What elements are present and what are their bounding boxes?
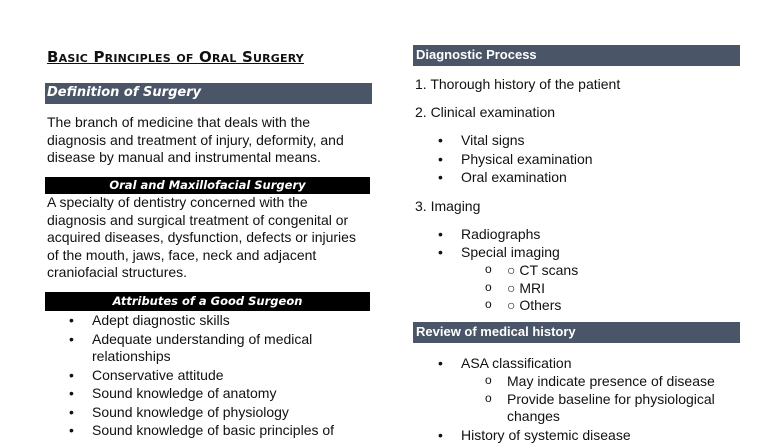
definition-text [47,114,344,167]
definition-line: disease by manual and instrumental means. [47,149,321,165]
definition-heading [45,83,372,104]
definition-line: The branch of medicine that deals with the [47,114,311,130]
asa-sub-item-continuation: changes [507,408,560,424]
attribute-item: Adept diagnostic skills [92,312,230,328]
attribute-item-continuation: relationships [92,348,171,364]
systemic-disease-item: History of systemic disease [461,427,631,443]
imaging-sub-item: ○ MRI [507,280,546,296]
diagnostic-heading-text: Diagnostic Process [416,47,537,62]
attribute-item: Sound knowledge of physiology [92,404,289,420]
attributes-heading-text: Attributes of a Good Surgeon [112,294,303,308]
asa-item: ASA classification [461,355,572,371]
imaging-sub-item: ○ Others [507,297,562,313]
attribute-item: Sound knowledge of basic principles of [92,422,335,438]
attribute-item: Conservative attitude [92,367,224,383]
definition-heading-text: Definition of Surgery [47,85,202,100]
diagnostic-step-1: 1. Thorough history of the patient [415,76,621,92]
page-title: Basic Principles of Oral Surgery [47,48,304,66]
omfs-line: of the mouth, jaws, face, neck and adjacent [47,246,317,263]
omfs-heading-text: Oral and Maxillofacial Surgery [109,178,306,192]
step3-item: Special imaging [461,244,560,260]
attribute-item: Sound knowledge of anatomy [92,385,277,401]
omfs-text [47,194,356,282]
medical-history-heading-text: Review of medical history [416,324,576,339]
omfs-line: acquired diseases, dysfunction, defects or injuries [47,229,356,245]
step2-item: Physical examination [461,151,593,167]
diagnostic-step-3: 3. Imaging [415,198,481,214]
omfs-heading [45,177,370,194]
omfs-line: craniofacial structures. [47,264,188,280]
step2-item: Oral examination [461,169,567,185]
omfs-line: A specialty of dentistry concerned with the [47,194,308,210]
definition-line: diagnosis and treatment of injury, deformity, and [47,131,344,148]
diagnostic-step-2: 2. Clinical examination [415,104,556,120]
attributes-heading [45,292,370,311]
imaging-sub-item: ○ CT scans [507,262,579,278]
attribute-item: Adequate understanding of medical [92,331,313,347]
step2-item: Vital signs [461,132,525,148]
diagnostic-heading [413,45,740,66]
step3-item: Radiographs [461,226,541,242]
medical-history-heading [413,322,740,343]
asa-sub-item: May indicate presence of disease [507,373,715,389]
asa-sub-item: Provide baseline for physiological [507,391,715,407]
omfs-line: diagnosis and surgical treatment of congenital or [47,211,349,228]
